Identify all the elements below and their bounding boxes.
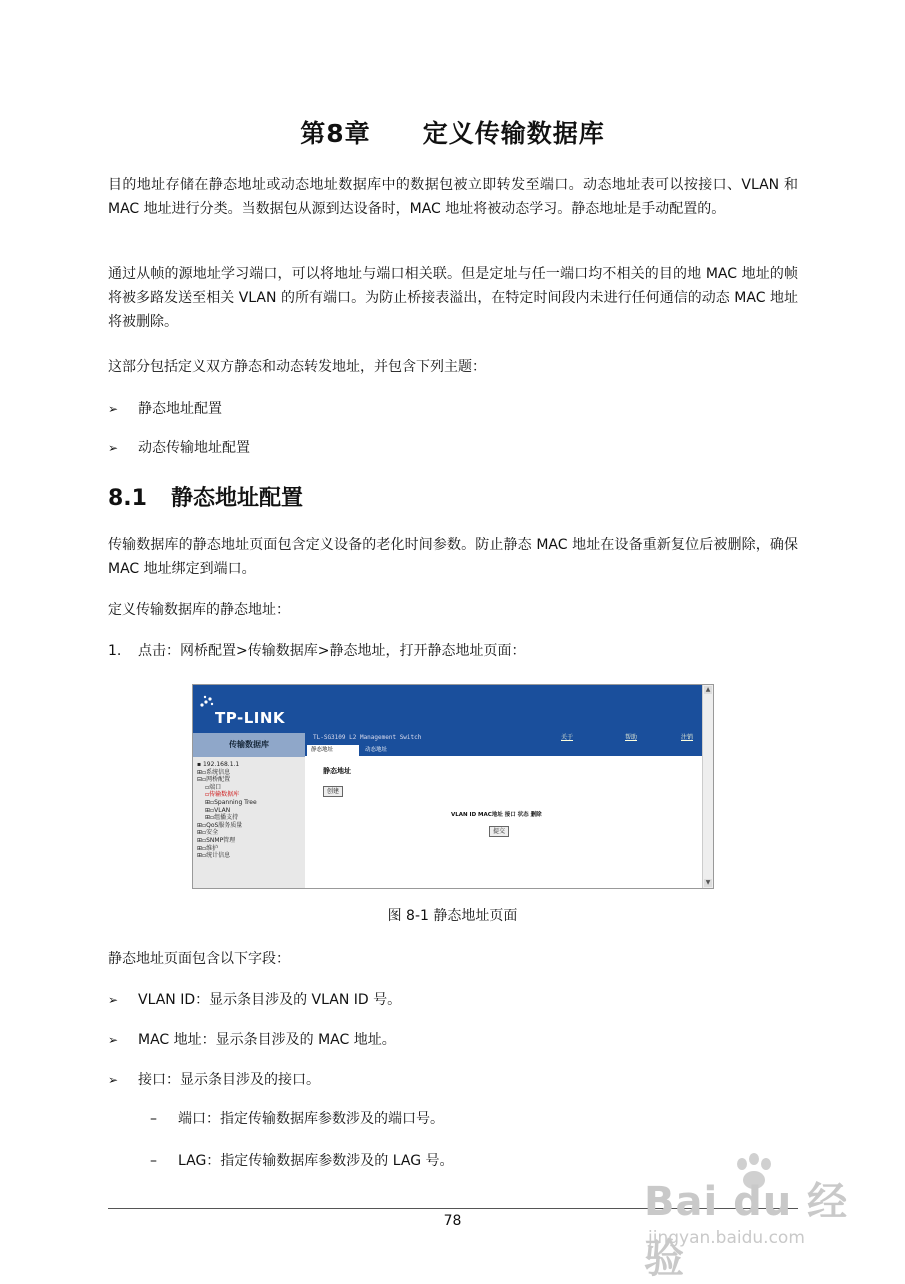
field-text: MAC 地址：显示条目涉及的 MAC 地址。: [138, 1032, 396, 1048]
tree-item[interactable]: ⊞▫SNMP管理: [197, 836, 236, 844]
submit-button[interactable]: 提交: [489, 826, 509, 837]
tree-item[interactable]: ⊞▫系统信息: [197, 768, 231, 776]
chapter-title: [0, 114, 905, 150]
step-item: [108, 640, 525, 662]
tree-item[interactable]: ⊞▫VLAN: [205, 806, 231, 814]
sub-field-item: [150, 1108, 444, 1130]
fields-intro: 静态地址页面包含以下字段：: [108, 951, 290, 967]
table-column-headers: VLAN ID MAC地址 接口 状态 删除: [451, 812, 542, 818]
page-number: 78: [443, 1213, 462, 1229]
watermark-url: jingyan.baidu.com: [648, 1228, 805, 1248]
watermark-brand: Bai du 经验: [644, 1179, 849, 1282]
step-text: 点击：网桥配置>传输数据库>静态地址，打开静态地址页面：: [138, 643, 526, 659]
left-navigation-panel: [193, 757, 305, 888]
sub-field-text: LAG：指定传输数据库参数涉及的 LAG 号。: [178, 1153, 454, 1169]
intro-paragraph-1: 目的地址存储在静态地址或动态地址数据库中的数据包被立即转发至端口。动态地址表可以按接口、VLAN 和 MAC 地址进行分类。当数据包从源到达设备时，MAC 地址将被动态学习。静态地址是手动配置的。: [108, 177, 798, 217]
tree-item[interactable]: ▫端口: [205, 783, 222, 791]
dash-icon: –: [150, 1153, 157, 1169]
tree-item[interactable]: ⊞▫安全: [197, 829, 219, 837]
bullet-arrow-icon: ➢: [108, 441, 119, 455]
topic-label: 静态地址配置: [138, 401, 222, 417]
figure-tabs: [305, 743, 702, 756]
switch-title: TL-SG3109 L2 Management Switch: [313, 734, 422, 741]
create-button[interactable]: 创建: [323, 786, 343, 797]
section-paragraph-1: 传输数据库的静态地址页面包含定义设备的老化时间参数。防止静态 MAC 地址在设备重新复位后被删除，确保 MAC 地址绑定到端口。: [108, 537, 798, 577]
tab-static-address[interactable]: 静态地址: [307, 745, 359, 756]
help-link[interactable]: 帮助: [625, 734, 638, 741]
topic-item: [108, 398, 222, 420]
intro-paragraph-3: 这部分包括定义双方静态和动态转发地址，并包含下列主题：: [108, 359, 486, 375]
field-item: [108, 1069, 320, 1091]
tree-root[interactable]: ▪ 192.168.1.1: [197, 761, 240, 768]
sub-field-item: [150, 1150, 454, 1172]
step-number: 1.: [108, 643, 122, 659]
figure-scrollbar[interactable]: [702, 685, 713, 888]
chapter-name: 定义传输数据库: [422, 119, 605, 148]
left-panel-header: 传输数据库: [193, 733, 305, 757]
dash-icon: –: [150, 1111, 157, 1127]
about-link[interactable]: 关于: [561, 734, 574, 741]
tree-item[interactable]: ⊞▫维护: [197, 844, 219, 852]
sub-field-text: 端口：指定传输数据库参数涉及的端口号。: [178, 1111, 444, 1127]
scroll-up-icon[interactable]: ▲: [705, 686, 711, 693]
field-text: 接口：显示条目涉及的接口。: [138, 1072, 320, 1088]
section-title: [108, 481, 303, 512]
field-item: [108, 989, 401, 1011]
figure-main-content: [305, 756, 702, 888]
topic-label: 动态传输地址配置: [138, 440, 250, 456]
tree-item[interactable]: ⊞▫组播支持: [205, 814, 239, 822]
figure-banner: [193, 685, 702, 733]
field-text: VLAN ID：显示条目涉及的 VLAN ID 号。: [138, 992, 402, 1008]
bullet-arrow-icon: ➢: [108, 1033, 119, 1047]
tab-dynamic-address[interactable]: 动态地址: [365, 747, 388, 753]
scroll-down-icon[interactable]: ▼: [705, 879, 711, 886]
tp-link-logo-icon: [199, 695, 215, 709]
figure-title-bar: [305, 733, 702, 743]
figure-caption: 图 8-1 静态地址页面: [387, 908, 518, 924]
tree-item-selected[interactable]: ▫传输数据库: [205, 791, 240, 799]
navigation-tree: [197, 761, 257, 860]
tree-item[interactable]: ⊞▫QoS服务质量: [197, 821, 243, 829]
tree-item[interactable]: ⊞▫Spanning Tree: [205, 798, 257, 806]
tree-item[interactable]: ⊞▫统计信息: [197, 852, 231, 860]
static-address-heading: 静态地址: [323, 767, 351, 775]
section-number: 8.1: [108, 486, 147, 511]
tp-link-logo: TP-LINK: [215, 709, 286, 727]
topic-item: [108, 437, 250, 459]
static-address-screenshot: [192, 684, 714, 889]
bullet-arrow-icon: ➢: [108, 402, 119, 416]
section-paragraph-2: 定义传输数据库的静态地址：: [108, 602, 290, 618]
section-name: 静态地址配置: [170, 486, 303, 511]
bullet-arrow-icon: ➢: [108, 1073, 119, 1087]
intro-paragraph-2: 通过从帧的源地址学习端口，可以将地址与端口相关联。但是定址与任一端口均不相关的目的地 MAC 地址的帧将被多路发送至相关 VLAN 的所有端口。为防止桥接表溢出，在特定时间段内未进行任何通信的动态 MAC 地址将被删除。: [108, 266, 798, 330]
logout-link[interactable]: 注销: [681, 734, 694, 741]
tree-item[interactable]: ⊟▫网桥配置: [197, 776, 231, 784]
field-item: [108, 1029, 396, 1051]
bullet-arrow-icon: ➢: [108, 993, 119, 1007]
chapter-number: 第8章: [300, 119, 371, 148]
baidu-watermark: [640, 1150, 870, 1282]
